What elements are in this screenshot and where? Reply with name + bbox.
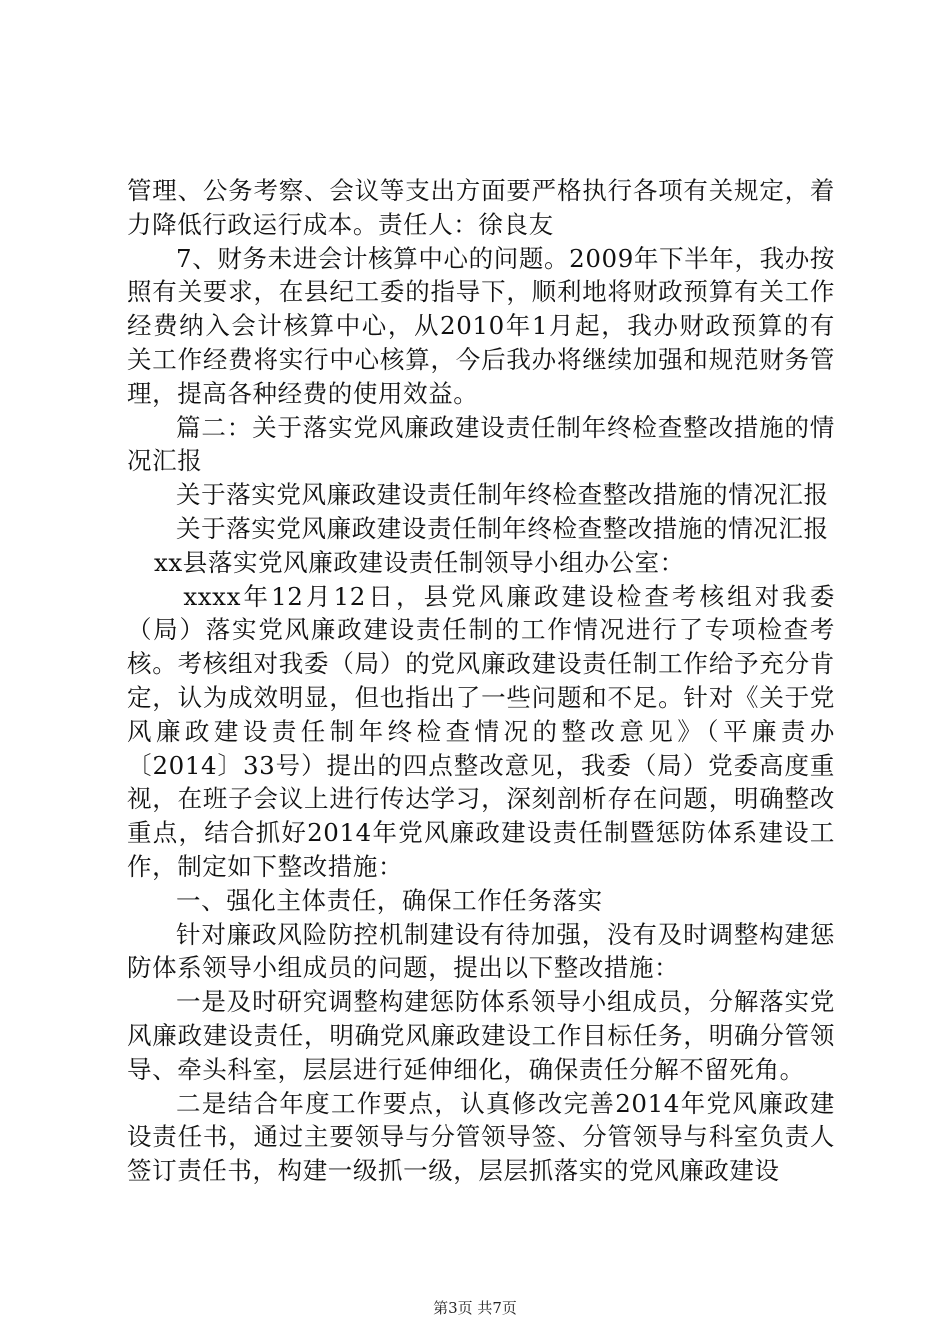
paragraph-intro: xxxx年12月12日，县党风廉政建设检查考核组对我委（局）落实党风廉政建设责任制的工作情况进行了专项检查考核。考核组对我委（局）的党风廉政建设责任制工作给予充分肯定，认为成效明显，但也指出了一些问题和不足。针对《关于党风廉政建设责任制年终检查情况的整改意见》（平廉责办〔2014〕33号）提出的四点整改意见，我委（局）党委高度重视，在班子会议上进行传达学习，深刻剖析存在问题，明确整改重点，结合抓好2014年党风廉政建设责任制暨惩防体系建设工作，制定如下整改措施： (127, 581, 835, 881)
section-heading-part-two: 篇二：关于落实党风廉政建设责任制年终检查整改措施的情况汇报 (127, 412, 835, 476)
report-title-repeat: 关于落实党风廉政建设责任制年终检查整改措施的情况汇报 (176, 513, 829, 543)
paragraph-item-7: 7、财务未进会计核算中心的问题。2009年下半年，我办按照有关要求，在县纪工委的指导下，顺利地将财政预算有关工作经费纳入会计核算中心，从2010年1月起，我办财政预算的有关工作经费将实行中心核算，今后我办将继续加强和规范财务管理，提高各种经费的使用效益。 (127, 243, 835, 408)
subsection-heading-one: 一、强化主体责任，确保工作任务落实 (176, 885, 603, 915)
paragraph-issue: 针对廉政风险防控机制建设有待加强，没有及时调整构建惩防体系领导小组成员的问题，提出以下整改措施： (127, 919, 835, 983)
salutation: xx县落实党风廉政建设责任制领导小组办公室： (153, 547, 685, 577)
document-body (127, 174, 835, 1188)
report-title: 关于落实党风廉政建设责任制年终检查整改措施的情况汇报 (176, 480, 829, 510)
paragraph-continuation: 管理、公务考察、会议等支出方面要严格执行各项有关规定，着力降低行政运行成本。责任人：徐良友 (127, 176, 835, 239)
paragraph-measure-one: 一是及时研究调整构建惩防体系领导小组成员，分解落实党风廉政建设责任，明确党风廉政建设工作目标任务，明确分管领导、牵头科室，层层进行延伸细化，确保责任分解不留死角。 (127, 987, 835, 1084)
page-number: 第3页 共7页 (433, 1299, 517, 1317)
paragraph-measure-two: 二是结合年度工作要点，认真修改完善2014年党风廉政建设责任书，通过主要领导与分管领导签、分管领导与科室负责人签订责任书，构建一级抓一级，层层抓落实的党风廉政建设 (127, 1088, 835, 1186)
